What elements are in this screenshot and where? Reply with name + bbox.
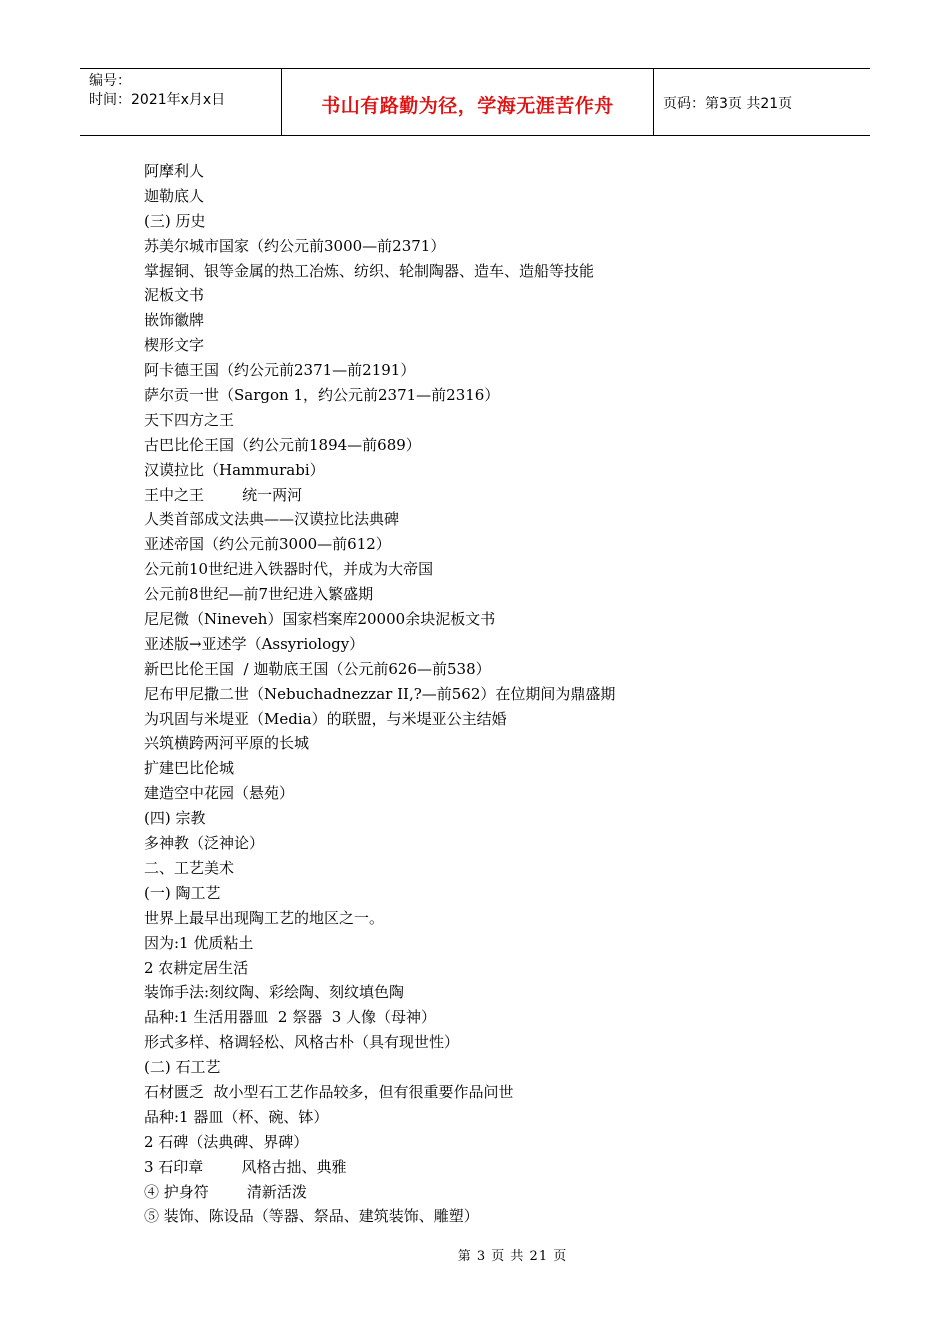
text-line: 二、工艺美术	[144, 858, 235, 877]
text-line: 掌握铜、银等金属的热工冶炼、纺织、轮制陶器、造车、造船等技能	[144, 261, 595, 280]
text-line: 人类首部成文法典——汉谟拉比法典碑	[144, 510, 400, 529]
text-line: 多神教（泛神论）	[144, 834, 265, 853]
text-line: 建造空中花园（悬苑）	[144, 784, 295, 803]
text-line: 装饰手法:刻纹陶、彩绘陶、刻纹填色陶	[144, 983, 405, 1002]
text-line: 阿卡德王国（约公元前2371—前2191）	[144, 361, 416, 380]
text-line: 2 农耕定居生活	[144, 958, 249, 977]
text-line: 公元前10世纪进入铁器时代，并成为大帝国	[144, 560, 434, 579]
text-line: ④ 护身符 清新活泼	[144, 1182, 307, 1201]
header-page-info: 页码：第3页 共21页	[663, 96, 793, 112]
text-line: (三) 历史	[144, 211, 206, 230]
text-line: 2 石碑（法典碑、界碑）	[144, 1132, 309, 1151]
text-line: 扩建巴比伦城	[144, 759, 235, 778]
time-label: 时间：2021年x月x日	[89, 92, 226, 108]
text-line: 亚述版→亚述学（Assyriology）	[144, 634, 365, 653]
text-line: ⑤ 装饰、陈设品（等器、祭品、建筑装饰、雕塑）	[144, 1207, 479, 1226]
page-footer: 第 3 页 共 21 页	[457, 1249, 568, 1264]
text-line: 王中之王 统一两河	[144, 485, 303, 504]
text-line: 汉谟拉比（Hammurabi）	[144, 460, 325, 479]
text-line: 亚述帝国（约公元前3000—前612）	[144, 535, 391, 554]
text-line: 迦勒底人	[144, 186, 205, 205]
number-label: 编号：	[89, 73, 131, 89]
text-line: 嵌饰徽牌	[144, 311, 205, 330]
text-line: 萨尔贡一世（Sargon 1，约公元前2371—前2316）	[144, 386, 500, 405]
text-line: 兴筑横跨两河平原的长城	[144, 734, 310, 753]
text-line: 苏美尔城市国家（约公元前3000—前2371）	[144, 236, 446, 255]
text-line: (二) 石工艺	[144, 1058, 221, 1077]
text-line: 楔形文字	[144, 336, 205, 355]
text-line: 阿摩利人	[144, 162, 205, 180]
text-line: 尼布甲尼撒二世（Nebuchadnezzar II,?—前562）在位期间为鼎盛期	[144, 684, 616, 703]
text-line: 新巴比伦王国 / 迦勒底王国（公元前626—前538）	[144, 659, 491, 678]
text-line: 世界上最早出现陶工艺的地区之一。	[144, 908, 385, 927]
text-line: (四) 宗教	[144, 809, 206, 828]
header-motto: 书山有路勤为径，学海无涯苦作舟	[282, 69, 654, 135]
page-header	[80, 68, 870, 136]
header-meta	[80, 69, 282, 135]
text-line: (一) 陶工艺	[144, 883, 221, 902]
text-line: 公元前8世纪—前7世纪进入繁盛期	[144, 585, 374, 604]
document-body	[144, 159, 864, 1229]
text-line: 石材匮乏 故小型石工艺作品较多，但有很重要作品问世	[144, 1082, 514, 1101]
text-line: 形式多样、格调轻松、风格古朴（具有现世性）	[144, 1033, 460, 1052]
text-line: 为巩固与米堤亚（Media）的联盟，与米堤亚公主结婚	[144, 709, 507, 728]
text-line: 品种:1 生活用器皿 2 祭器 3 人像（母神）	[144, 1008, 437, 1027]
text-line: 天下四方之王	[144, 410, 235, 429]
text-line: 泥板文书	[144, 286, 205, 305]
text-line: 尼尼微（Nineveh）国家档案库20000余块泥板文书	[144, 610, 496, 629]
text-line: 因为:1 优质粘土	[144, 933, 254, 952]
text-line: 古巴比伦王国（约公元前1894—前689）	[144, 435, 421, 454]
text-line: 3 石印章 风格古拙、典雅	[144, 1157, 347, 1176]
text-line: 品种:1 器皿（杯、碗、钵）	[144, 1107, 329, 1126]
